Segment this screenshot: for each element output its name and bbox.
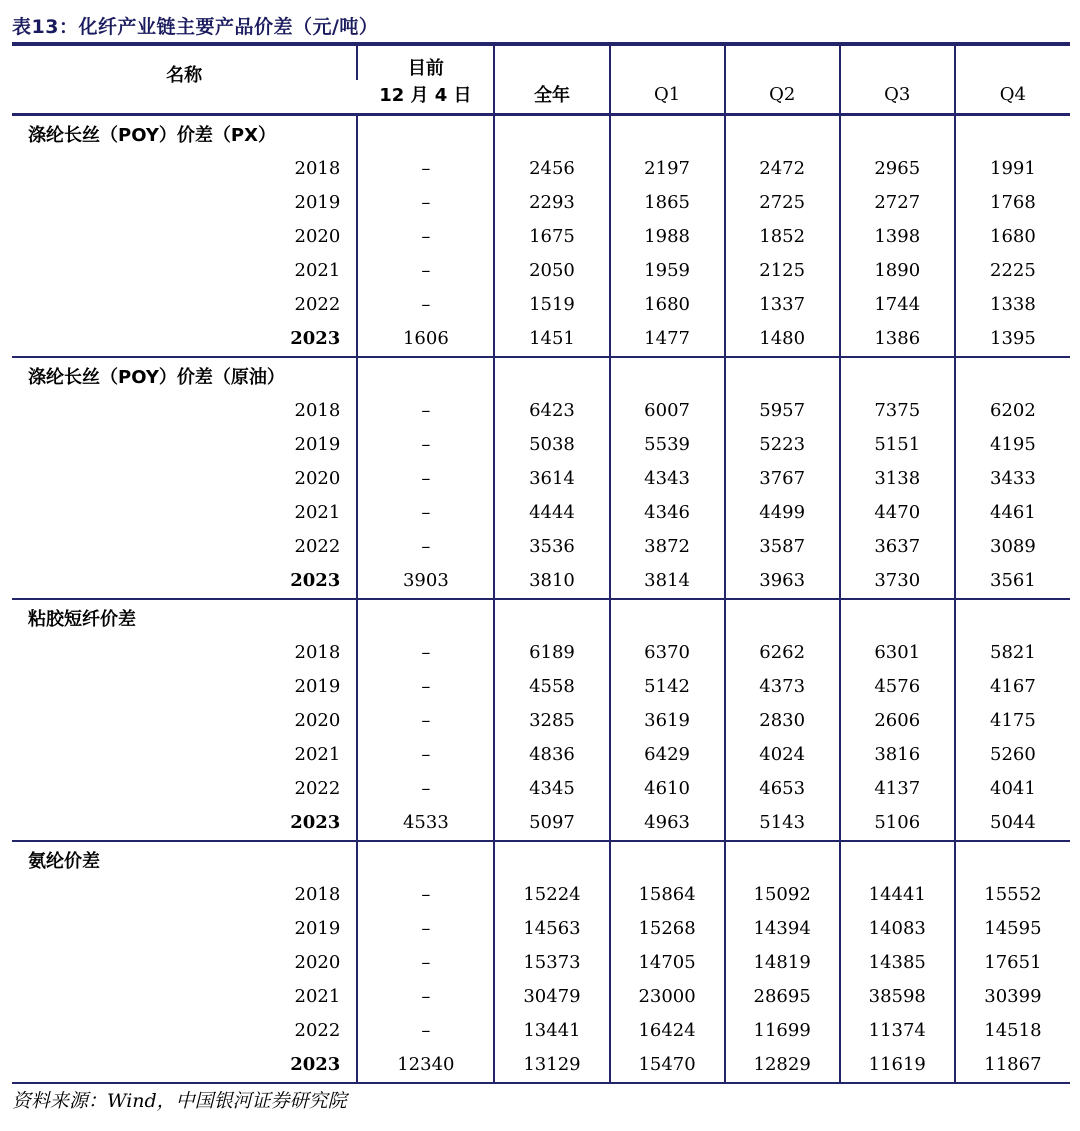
current-cell: – — [357, 912, 494, 946]
current-cell: – — [357, 636, 494, 670]
q2-cell: 2830 — [725, 704, 840, 738]
section-blank-cell — [955, 114, 1070, 152]
section-blank-cell — [610, 841, 725, 878]
current-cell: – — [357, 288, 494, 322]
q4-cell: 2225 — [955, 254, 1070, 288]
current-cell: – — [357, 394, 494, 428]
year-cell: 2022 — [294, 536, 341, 557]
year-cell: 2021 — [294, 744, 341, 765]
q3-cell: 4137 — [840, 772, 955, 806]
header-q3: Q3 — [840, 80, 955, 114]
q3-cell: 1744 — [840, 288, 955, 322]
q3-cell: 6301 — [840, 636, 955, 670]
current-cell: – — [357, 220, 494, 254]
q1-cell: 1959 — [610, 254, 725, 288]
header-current-line1: 目前 — [357, 46, 494, 80]
full-cell: 13129 — [494, 1048, 609, 1083]
section-blank-cell — [494, 357, 609, 394]
section-row — [12, 114, 1070, 152]
section-row — [12, 841, 1070, 878]
current-cell: 12340 — [357, 1048, 494, 1083]
q3-cell: 3637 — [840, 530, 955, 564]
table-row — [12, 564, 1070, 599]
q3-cell: 4576 — [840, 670, 955, 704]
table-row — [12, 152, 1070, 186]
q2-cell: 2725 — [725, 186, 840, 220]
full-cell: 4558 — [494, 670, 609, 704]
q1-cell: 15470 — [610, 1048, 725, 1083]
q2-cell: 3963 — [725, 564, 840, 599]
current-cell: – — [357, 530, 494, 564]
section-blank-cell — [357, 357, 494, 394]
year-cell: 2019 — [294, 918, 341, 939]
full-cell: 1451 — [494, 322, 609, 357]
q4-cell: 1395 — [955, 322, 1070, 357]
table-row — [12, 322, 1070, 357]
year-cell: 2018 — [294, 642, 341, 663]
table-row — [12, 738, 1070, 772]
section-name: 粘胶短纤价差 — [28, 608, 136, 630]
full-cell: 2456 — [494, 152, 609, 186]
full-cell: 6423 — [494, 394, 609, 428]
year-cell: 2020 — [294, 468, 341, 489]
table-row — [12, 530, 1070, 564]
full-cell: 1675 — [494, 220, 609, 254]
header-q4: Q4 — [955, 80, 1070, 114]
q4-cell: 17651 — [955, 946, 1070, 980]
q1-cell: 1477 — [610, 322, 725, 357]
q1-cell: 1680 — [610, 288, 725, 322]
current-cell: – — [357, 772, 494, 806]
q1-cell: 3814 — [610, 564, 725, 599]
q2-cell: 5957 — [725, 394, 840, 428]
q2-cell: 11699 — [725, 1014, 840, 1048]
q2-cell: 1337 — [725, 288, 840, 322]
q4-cell: 3561 — [955, 564, 1070, 599]
table-row — [12, 980, 1070, 1014]
current-cell: – — [357, 186, 494, 220]
q3-cell: 3138 — [840, 462, 955, 496]
q3-cell: 1398 — [840, 220, 955, 254]
table-row — [12, 220, 1070, 254]
year-cell: 2018 — [294, 158, 341, 179]
current-cell: – — [357, 704, 494, 738]
q2-cell: 2125 — [725, 254, 840, 288]
table-row — [12, 670, 1070, 704]
section-blank-cell — [357, 114, 494, 152]
full-cell: 3810 — [494, 564, 609, 599]
header-name: 名称 — [12, 46, 357, 114]
q1-cell: 6007 — [610, 394, 725, 428]
q2-cell: 6262 — [725, 636, 840, 670]
full-cell: 5097 — [494, 806, 609, 841]
header-q2: Q2 — [725, 80, 840, 114]
q4-cell: 5260 — [955, 738, 1070, 772]
q3-cell: 38598 — [840, 980, 955, 1014]
header-blank — [840, 46, 955, 80]
q2-cell: 1480 — [725, 322, 840, 357]
full-cell: 4836 — [494, 738, 609, 772]
header-blank — [725, 46, 840, 80]
section-blank-cell — [610, 114, 725, 152]
q4-cell: 15552 — [955, 878, 1070, 912]
table-row — [12, 946, 1070, 980]
full-cell: 14563 — [494, 912, 609, 946]
year-cell: 2022 — [294, 1020, 341, 1041]
section-row — [12, 599, 1070, 636]
q2-cell: 12829 — [725, 1048, 840, 1083]
q4-cell: 4461 — [955, 496, 1070, 530]
table-row — [12, 428, 1070, 462]
full-cell: 3614 — [494, 462, 609, 496]
header-blank — [955, 46, 1070, 80]
q2-cell: 14819 — [725, 946, 840, 980]
year-cell: 2018 — [294, 400, 341, 421]
full-cell: 4345 — [494, 772, 609, 806]
table-row — [12, 254, 1070, 288]
year-cell: 2019 — [294, 676, 341, 697]
q2-cell: 3587 — [725, 530, 840, 564]
q4-cell: 6202 — [955, 394, 1070, 428]
table-row — [12, 912, 1070, 946]
section-blank-cell — [840, 114, 955, 152]
table-row — [12, 1014, 1070, 1048]
table-row — [12, 496, 1070, 530]
current-cell: 4533 — [357, 806, 494, 841]
q4-cell: 30399 — [955, 980, 1070, 1014]
header-current-date: 12 月 4 日 — [357, 80, 494, 114]
q1-cell: 15268 — [610, 912, 725, 946]
q2-cell: 14394 — [725, 912, 840, 946]
table-body — [12, 114, 1070, 1083]
q3-cell: 11374 — [840, 1014, 955, 1048]
q4-cell: 14518 — [955, 1014, 1070, 1048]
header-full-year: 全年 — [494, 80, 609, 114]
q2-cell: 4024 — [725, 738, 840, 772]
section-blank-cell — [357, 841, 494, 878]
q4-cell: 4175 — [955, 704, 1070, 738]
q4-cell: 3089 — [955, 530, 1070, 564]
q2-cell: 2472 — [725, 152, 840, 186]
table-row — [12, 288, 1070, 322]
table-row — [12, 772, 1070, 806]
year-cell: 2020 — [294, 952, 341, 973]
q1-cell: 4343 — [610, 462, 725, 496]
current-cell: – — [357, 878, 494, 912]
q1-cell: 3872 — [610, 530, 725, 564]
header-blank — [494, 46, 609, 80]
current-cell: 3903 — [357, 564, 494, 599]
section-row — [12, 357, 1070, 394]
table-row — [12, 1048, 1070, 1083]
q3-cell: 1386 — [840, 322, 955, 357]
table-row — [12, 394, 1070, 428]
current-cell: – — [357, 462, 494, 496]
q2-cell: 28695 — [725, 980, 840, 1014]
q3-cell: 2606 — [840, 704, 955, 738]
table-row — [12, 186, 1070, 220]
current-cell: – — [357, 496, 494, 530]
q1-cell: 4346 — [610, 496, 725, 530]
q3-cell: 14083 — [840, 912, 955, 946]
section-blank-cell — [494, 599, 609, 636]
year-cell: 2023 — [12, 806, 357, 841]
full-cell: 13441 — [494, 1014, 609, 1048]
q2-cell: 3767 — [725, 462, 840, 496]
section-blank-cell — [725, 841, 840, 878]
year-cell: 2022 — [294, 294, 341, 315]
section-blank-cell — [840, 841, 955, 878]
q1-cell: 16424 — [610, 1014, 725, 1048]
year-cell: 2021 — [294, 260, 341, 281]
price-spread-table — [12, 46, 1070, 1084]
source-note: 资料来源：Wind，中国银河证券研究院 — [12, 1090, 347, 1112]
year-cell: 2018 — [294, 884, 341, 905]
current-cell: – — [357, 1014, 494, 1048]
section-blank-cell — [840, 357, 955, 394]
q4-cell: 14595 — [955, 912, 1070, 946]
q3-cell: 14441 — [840, 878, 955, 912]
q4-cell: 4041 — [955, 772, 1070, 806]
table-row — [12, 806, 1070, 841]
current-cell: – — [357, 428, 494, 462]
q3-cell: 11619 — [840, 1048, 955, 1083]
q3-cell: 3816 — [840, 738, 955, 772]
table-row — [12, 462, 1070, 496]
table-row — [12, 636, 1070, 670]
table-row — [12, 704, 1070, 738]
full-cell: 3536 — [494, 530, 609, 564]
q1-cell: 5142 — [610, 670, 725, 704]
full-cell: 5038 — [494, 428, 609, 462]
q3-cell: 14385 — [840, 946, 955, 980]
q1-cell: 4610 — [610, 772, 725, 806]
section-blank-cell — [725, 357, 840, 394]
q3-cell: 5151 — [840, 428, 955, 462]
q2-cell: 4373 — [725, 670, 840, 704]
full-cell: 15373 — [494, 946, 609, 980]
current-cell: – — [357, 670, 494, 704]
q4-cell: 1338 — [955, 288, 1070, 322]
section-blank-cell — [725, 599, 840, 636]
year-cell: 2019 — [294, 192, 341, 213]
section-name: 涤纶长丝（POY）价差（原油） — [28, 366, 285, 388]
year-cell: 2021 — [294, 502, 341, 523]
q1-cell: 5539 — [610, 428, 725, 462]
q1-cell: 15864 — [610, 878, 725, 912]
header-blank — [610, 46, 725, 80]
q1-cell: 6370 — [610, 636, 725, 670]
full-cell: 6189 — [494, 636, 609, 670]
q3-cell: 4470 — [840, 496, 955, 530]
q4-cell: 1768 — [955, 186, 1070, 220]
full-cell: 15224 — [494, 878, 609, 912]
year-cell: 2019 — [294, 434, 341, 455]
q1-cell: 6429 — [610, 738, 725, 772]
current-cell: – — [357, 946, 494, 980]
q2-cell: 4499 — [725, 496, 840, 530]
q1-cell: 3619 — [610, 704, 725, 738]
q3-cell: 7375 — [840, 394, 955, 428]
current-cell: – — [357, 152, 494, 186]
q1-cell: 1988 — [610, 220, 725, 254]
q2-cell: 15092 — [725, 878, 840, 912]
q1-cell: 23000 — [610, 980, 725, 1014]
q1-cell: 2197 — [610, 152, 725, 186]
section-blank-cell — [610, 357, 725, 394]
q4-cell: 5821 — [955, 636, 1070, 670]
section-blank-cell — [494, 841, 609, 878]
section-blank-cell — [955, 357, 1070, 394]
full-cell: 4444 — [494, 496, 609, 530]
full-cell: 1519 — [494, 288, 609, 322]
q4-cell: 11867 — [955, 1048, 1070, 1083]
q2-cell: 1852 — [725, 220, 840, 254]
header-q1: Q1 — [610, 80, 725, 114]
q4-cell: 5044 — [955, 806, 1070, 841]
q1-cell: 14705 — [610, 946, 725, 980]
q4-cell: 1680 — [955, 220, 1070, 254]
section-blank-cell — [610, 599, 725, 636]
section-blank-cell — [494, 114, 609, 152]
year-cell: 2023 — [12, 1048, 357, 1083]
year-cell: 2022 — [294, 778, 341, 799]
table-title: 表13：化纤产业链主要产品价差（元/吨） — [12, 16, 379, 38]
section-name: 氨纶价差 — [28, 850, 100, 872]
year-cell: 2021 — [294, 986, 341, 1007]
q3-cell: 5106 — [840, 806, 955, 841]
current-cell: – — [357, 254, 494, 288]
year-cell: 2023 — [12, 322, 357, 357]
q4-cell: 3433 — [955, 462, 1070, 496]
section-blank-cell — [955, 841, 1070, 878]
year-cell: 2023 — [12, 564, 357, 599]
q2-cell: 5223 — [725, 428, 840, 462]
q3-cell: 1890 — [840, 254, 955, 288]
section-blank-cell — [840, 599, 955, 636]
full-cell: 2293 — [494, 186, 609, 220]
q1-cell: 1865 — [610, 186, 725, 220]
q3-cell: 2727 — [840, 186, 955, 220]
table-row — [12, 878, 1070, 912]
year-cell: 2020 — [294, 710, 341, 731]
year-cell: 2020 — [294, 226, 341, 247]
current-cell: – — [357, 980, 494, 1014]
full-cell: 3285 — [494, 704, 609, 738]
section-blank-cell — [357, 599, 494, 636]
current-cell: 1606 — [357, 322, 494, 357]
section-blank-cell — [725, 114, 840, 152]
current-cell: – — [357, 738, 494, 772]
q2-cell: 4653 — [725, 772, 840, 806]
q4-cell: 4167 — [955, 670, 1070, 704]
q4-cell: 4195 — [955, 428, 1070, 462]
q1-cell: 4963 — [610, 806, 725, 841]
q2-cell: 5143 — [725, 806, 840, 841]
q3-cell: 2965 — [840, 152, 955, 186]
full-cell: 2050 — [494, 254, 609, 288]
q3-cell: 3730 — [840, 564, 955, 599]
section-blank-cell — [955, 599, 1070, 636]
q4-cell: 1991 — [955, 152, 1070, 186]
section-name: 涤纶长丝（POY）价差（PX） — [28, 124, 276, 146]
full-cell: 30479 — [494, 980, 609, 1014]
